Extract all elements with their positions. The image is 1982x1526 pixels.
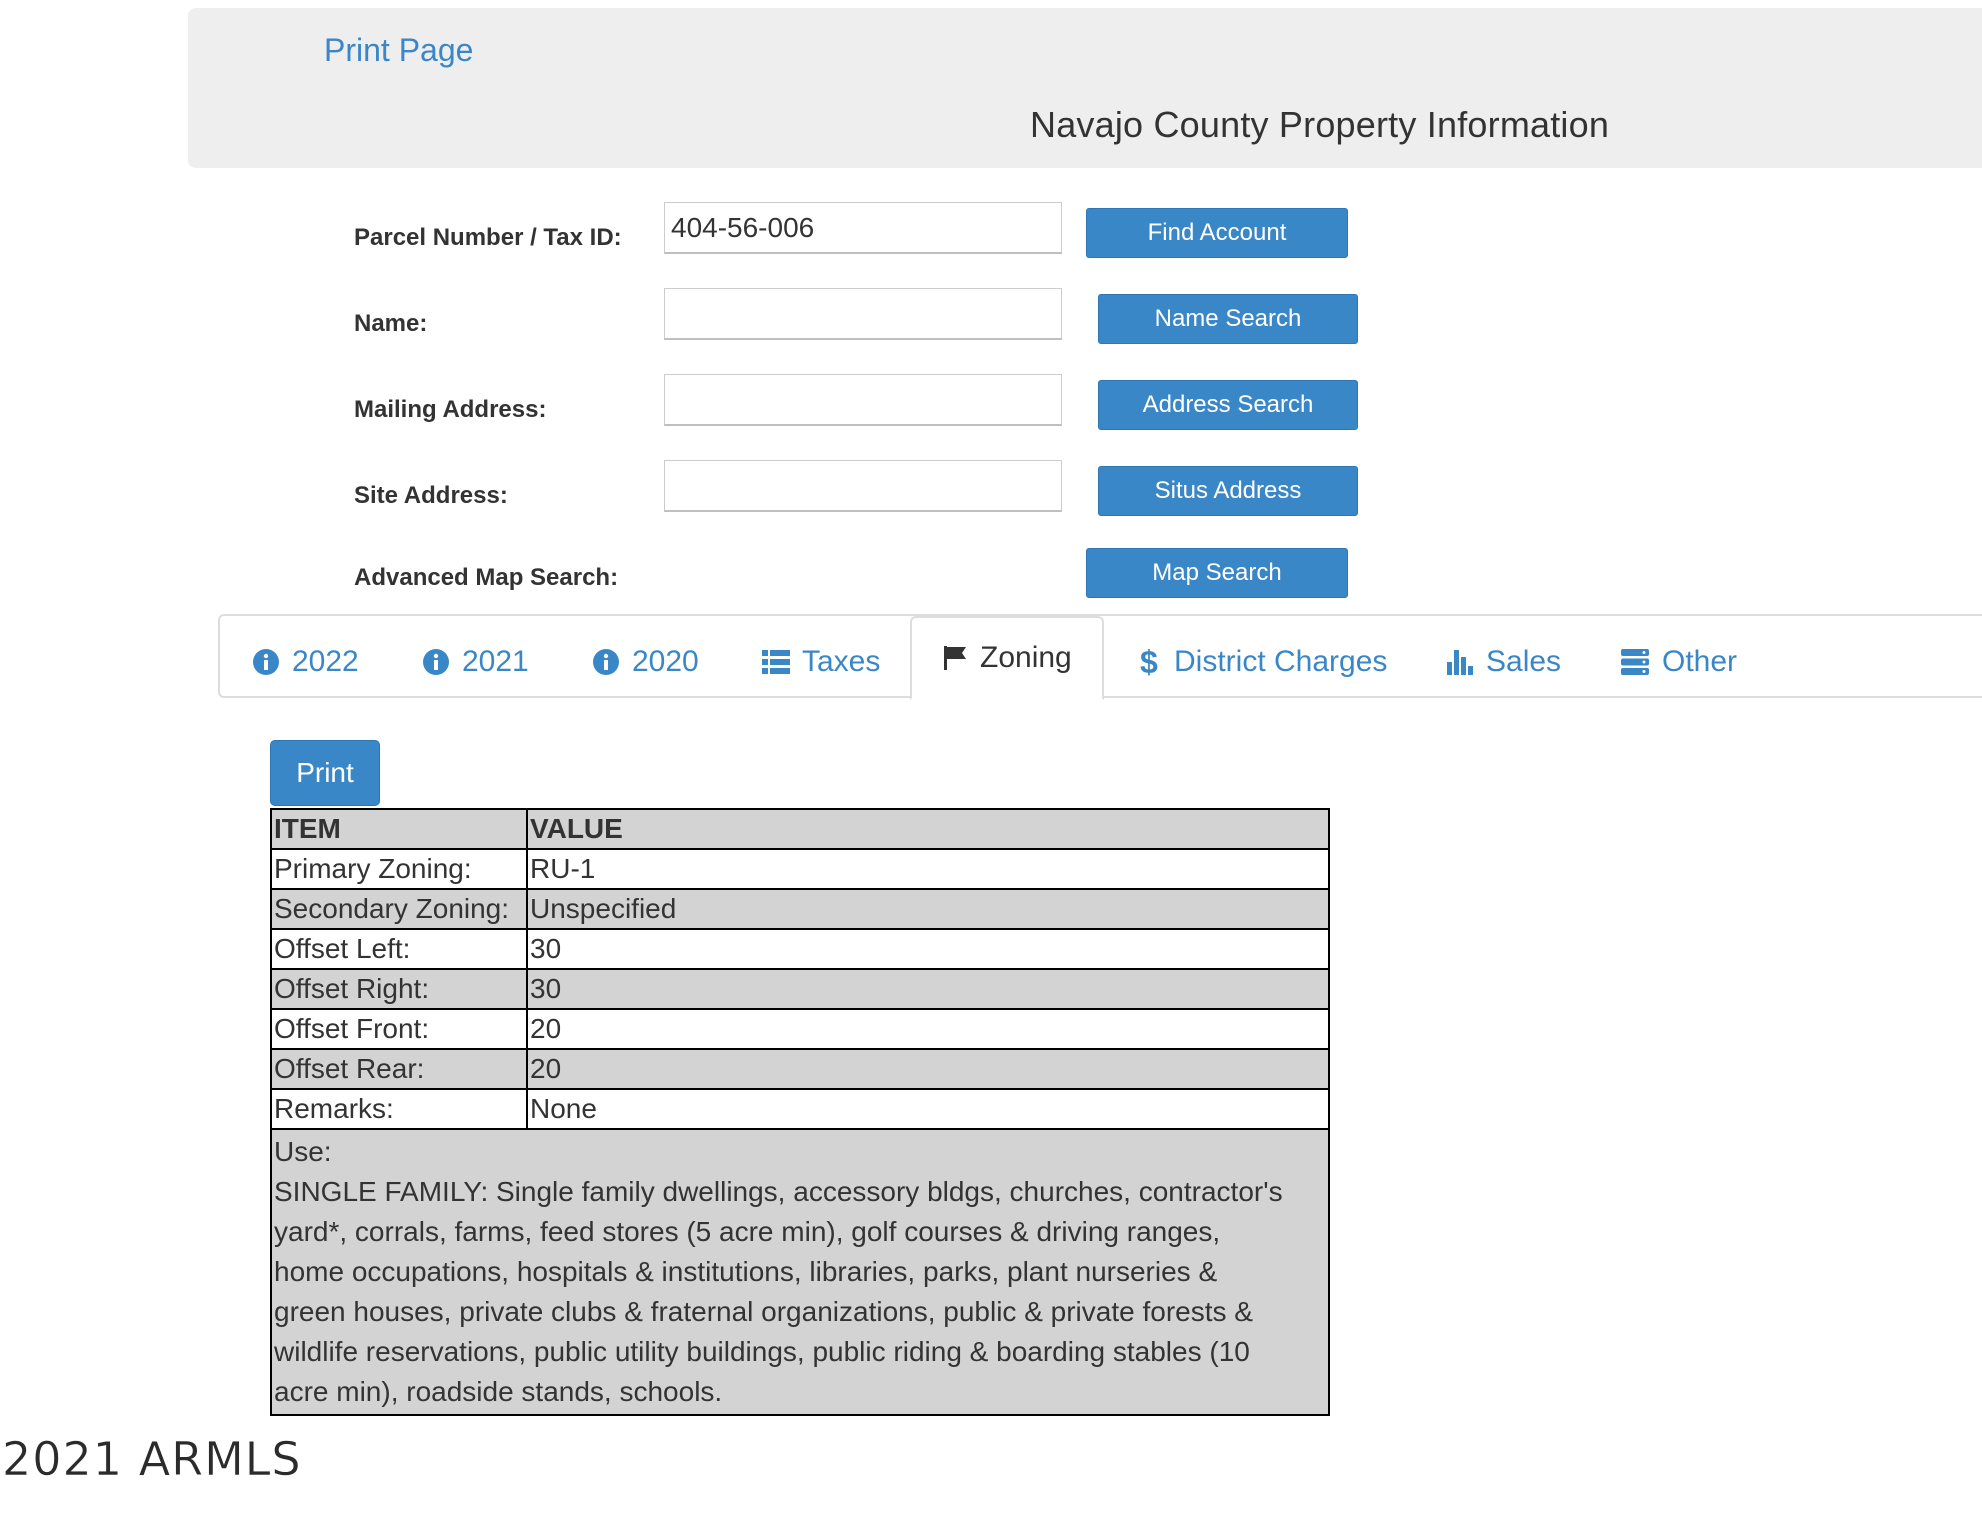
use-label: Use: — [274, 1136, 332, 1167]
advanced-map-search-label: Advanced Map Search: — [354, 564, 619, 591]
tab-district-charges[interactable] — [1140, 626, 1387, 698]
table-header-row — [271, 809, 1329, 849]
item-cell: Secondary Zoning: — [271, 889, 527, 929]
tab-other[interactable] — [1620, 626, 1737, 698]
table-row — [271, 969, 1329, 1009]
flag-icon — [942, 644, 968, 672]
server-icon — [1620, 648, 1650, 676]
item-cell: Offset Left: — [271, 929, 527, 969]
value-cell: Unspecified — [527, 889, 1329, 929]
tab-label: Sales — [1486, 645, 1562, 678]
value-cell: 30 — [527, 929, 1329, 969]
page-title: Navajo County Property Information — [1030, 104, 1610, 145]
name-search-button[interactable]: Name Search — [1098, 294, 1358, 344]
table-row — [271, 1049, 1329, 1089]
use-description: SINGLE FAMILY: Single family dwellings, accessory bldgs, churches, contractor's yard*, corrals, farms, feed stores (5 acre min), golf courses & driving ranges, home occupations, hospitals & institutions, libraries, parks, plant nurseries & green houses, private clubs & fraternal organizations, public & private forests & wildlife reservations, public utility buildings, public riding & boarding stables (10 acre min), roadside stands, schools. — [274, 1176, 1283, 1407]
list-icon — [762, 649, 790, 675]
value-cell: 30 — [527, 969, 1329, 1009]
site-address-input[interactable] — [664, 460, 1062, 512]
tab-label: 2022 — [292, 645, 359, 678]
table-row — [271, 1009, 1329, 1049]
value-cell: RU-1 — [527, 849, 1329, 889]
situs-address-button[interactable]: Situs Address — [1098, 466, 1358, 516]
info-circle-icon — [252, 648, 280, 676]
info-circle-icon — [592, 648, 620, 676]
zoning-table — [270, 808, 1330, 1416]
table-row — [271, 889, 1329, 929]
site-address-label: Site Address: — [354, 482, 508, 509]
map-search-button[interactable]: Map Search — [1086, 548, 1348, 598]
item-column-header: ITEM — [271, 809, 527, 849]
value-cell: 20 — [527, 1049, 1329, 1089]
value-column-header: VALUE — [527, 809, 1329, 849]
tab-sales[interactable] — [1446, 626, 1561, 698]
parcel-input[interactable] — [664, 202, 1062, 254]
value-cell: 20 — [527, 1009, 1329, 1049]
dollar-icon: $ — [1140, 643, 1158, 680]
item-cell: Offset Front: — [271, 1009, 527, 1049]
item-cell: Offset Rear: — [271, 1049, 527, 1089]
name-input[interactable] — [664, 288, 1062, 340]
bar-chart-icon — [1446, 648, 1474, 676]
parcel-label: Parcel Number / Tax ID: — [354, 224, 622, 251]
tab-label: Zoning — [980, 641, 1072, 674]
item-cell: Remarks: — [271, 1089, 527, 1129]
table-row — [271, 1089, 1329, 1129]
watermark: 2021 ARMLS — [2, 1432, 302, 1486]
name-label: Name: — [354, 310, 428, 337]
tab-zoning[interactable] — [910, 616, 1104, 700]
tab-label: Taxes — [802, 645, 881, 678]
tab-label: 2020 — [632, 645, 699, 678]
tab-taxes[interactable] — [762, 626, 880, 698]
item-cell: Primary Zoning: — [271, 849, 527, 889]
table-row — [271, 849, 1329, 889]
info-circle-icon — [422, 648, 450, 676]
item-cell: Offset Right: — [271, 969, 527, 1009]
tab-label: District Charges — [1174, 645, 1388, 678]
tab-label: 2021 — [462, 645, 529, 678]
table-row — [271, 929, 1329, 969]
tab-2022[interactable] — [252, 626, 359, 698]
mailing-address-label: Mailing Address: — [354, 396, 547, 423]
use-cell — [271, 1129, 1329, 1415]
print-button[interactable]: Print — [270, 740, 380, 806]
tab-2021[interactable] — [422, 626, 529, 698]
use-row — [271, 1129, 1329, 1415]
find-account-button[interactable]: Find Account — [1086, 208, 1348, 258]
print-page-link[interactable]: Print Page — [324, 32, 474, 68]
tab-label: Other — [1662, 645, 1738, 678]
value-cell: None — [527, 1089, 1329, 1129]
header-panel — [188, 8, 1982, 168]
address-search-button[interactable]: Address Search — [1098, 380, 1358, 430]
mailing-address-input[interactable] — [664, 374, 1062, 426]
tab-2020[interactable] — [592, 626, 699, 698]
